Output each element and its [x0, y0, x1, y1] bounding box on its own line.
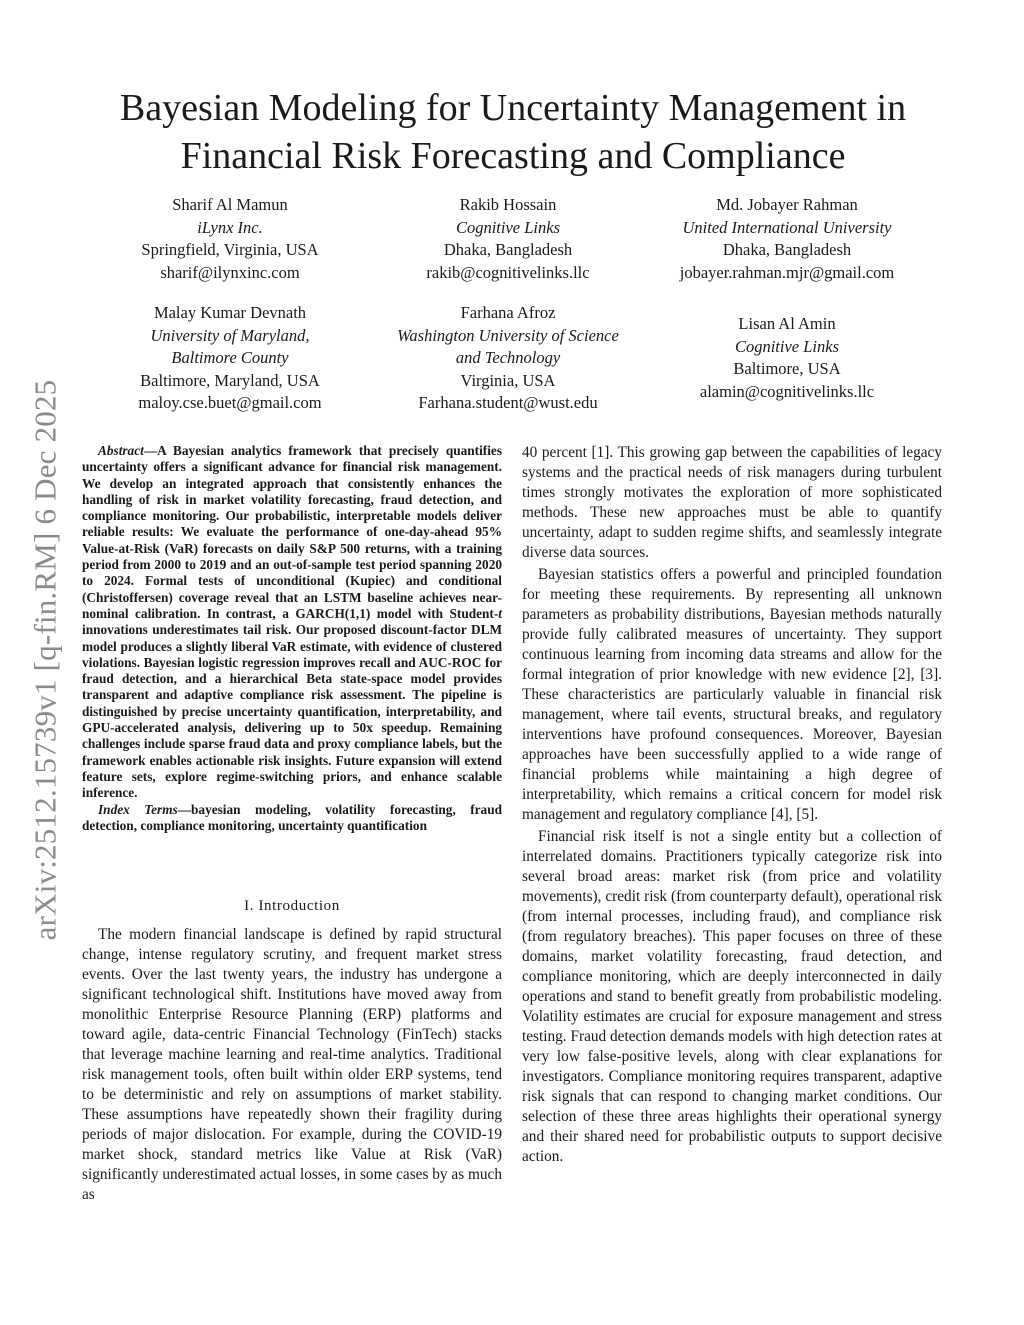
author-block: [378, 194, 638, 284]
author-location: Baltimore, USA: [733, 359, 841, 378]
author-affiliation: Washington University of Science: [397, 325, 619, 345]
author-name: Rakib Hossain: [459, 195, 557, 214]
author-name: Lisan Al Amin: [738, 314, 836, 333]
author-block: [100, 302, 360, 415]
intro-paragraph: Financial risk itself is not a single entity but a collection of interrelated domains. Practitioners typically categorize risk into several broad areas: market risk (from price and volatility movements), credit risk (from counterparty default), operational risk (from internal processes, including fraud), and compliance risk (from regulatory breaches). This paper focuses on three of these domains, market volatility forecasting, fraud detection, and compliance monitoring, which are deeply interconnected in daily operations and stand to benefit greatly from probabilistic modeling. Volatility estimates are crucial for exposure management and stress testing. Fraud detection demands models with high detection rates at very low false-positive levels, along with clear explanations for investigators. Compliance monitoring requires transparent, adaptive risk signals that can respond to changing market conditions. Our selection of these three areas highlights their operational synergy and their shared need for probabilistic outputs to support decisive action.: [522, 828, 942, 1165]
intro-paragraph: The modern financial landscape is defined by rapid structural change, intense regulatory scrutiny, and frequent market stress events. Over the last twenty years, the industry has undergone a significant technological shift. Institutions have moved away from monolithic Enterprise Resource Planning (ERP) platforms and toward agile, data-centric Financial Technology (FinTech) stacks that leverage machine learning and real-time analytics. Traditional risk management tools, often built within older ERP systems, tend to be deterministic and rely on assumptions of market stability. These assumptions have repeatedly shown their fragility during periods of major dislocation. For example, during the COVID-19 market shock, standard metrics like Value at Risk (VaR) significantly underestimated actual losses, in some cases by as much as: [82, 926, 502, 1203]
intro-paragraph: Bayesian statistics offers a powerful and principled foundation for meeting these requirements. By representing all unknown parameters as probability distributions, Bayesian methods naturally provide fully calibrated measures of uncertainty. They support continuous learning from incoming data streams and allow for the formal integration of prior knowledge with new evidence [2], [3]. These characteristics are particularly valuable in financial risk management, where tail events, structural breaks, and regulatory interventions have profound consequences. Moreover, Bayesian approaches have been successfully applied to a wide range of financial problems while maintaining a high degree of interpretability, which remains a critical concern for model risk management and regulatory compliance [4], [5].: [522, 566, 942, 823]
author-block: [652, 313, 922, 403]
author-email: Farhana.student@wust.edu: [418, 393, 598, 412]
author-email: jobayer.rahman.mjr@gmail.com: [679, 262, 895, 282]
author-affiliation: Cognitive Links: [455, 217, 561, 237]
author-block: [370, 302, 646, 415]
abstract: [82, 443, 502, 834]
paper-title: [80, 84, 946, 180]
author-affiliation: United International University: [682, 217, 892, 237]
abstract-paragraph: [82, 443, 502, 802]
author-affiliation: iLynx Inc.: [197, 217, 263, 237]
author-email: rakib@cognitivelinks.llc: [426, 262, 590, 282]
section-heading-introduction: I. Introduction: [244, 898, 340, 914]
arxiv-sidebar: [28, 335, 62, 985]
author-block: [652, 194, 922, 284]
author-email: alamin@cognitivelinks.llc: [699, 381, 875, 401]
abstract-text: —A Bayesian analytics framework that precisely quantifies uncertainty offers a significant advance for financial risk management. We develop an integrated approach that consistently enhances the handling of risk in market volatility forecasting, fraud detection, and compliance monitoring. Our probabilistic, interpretable models deliver reliable results: We evaluate the performance of one-day-ahead 95% Value-at-Risk (VaR) forecasts on daily S&P 500 returns, with a training period from 2000 to 2019 and an out-of-sample test period spanning 2020 to 2024. Formal tests of unconditional (Kupiec) and conditional (Christoffersen) coverage reveal that an LSTM baseline achieves near-nominal calibration. In contrast, a GARCH(1,1) model with Student-: [82, 443, 502, 621]
author-name: Md. Jobayer Rahman: [716, 195, 858, 214]
author-location: Dhaka, Bangladesh: [443, 240, 573, 259]
author-location: Dhaka, Bangladesh: [722, 240, 852, 259]
author-affiliation: Cognitive Links: [734, 336, 840, 356]
index-terms-text: —bayesian modeling, volatility forecasting, fraud detection, compliance monitoring, uncertainty quantification: [82, 801, 502, 833]
author-location: Springfield, Virginia, USA: [141, 240, 319, 259]
abstract-label: Abstract: [98, 443, 144, 458]
arxiv-identifier: arXiv:2512.15739v1 [q-fin.RM] 6 Dec 2025: [27, 379, 62, 941]
abstract-text-cont: innovations underestimates tail risk. Our proposed discount-factor DLM model produces a slightly liberal VaR estimate, with evidence of clustered violations. Bayesian logistic regression improves recall and AUC-ROC for fraud detection, and a hierarchical Beta state-space model provides transparent and adaptive compliance risk assessment. The pipeline is distinguished by precise uncertainty quantification, interpretability, and GPU-accelerated analysis, delivering up to 50x speedup. Remaining challenges include sparse fraud data and proxy compliance labels, but the framework enables actionable risk insights. Future expansion will extend feature sets, explore regime-switching priors, and enhance scalable inference.: [82, 622, 502, 801]
intro-paragraph-continued: 40 percent [1]. This growing gap between the capabilities of legacy systems and the practical needs of risk managers during turbulent times strongly motivates the exploration of more sophisticated methods. These new approaches must be able to quantify uncertainty, adapt to sudden regime shifts, and seamlessly integrate diverse data sources.: [522, 444, 942, 561]
author-affiliation: University of Maryland,: [150, 325, 310, 345]
author-email: sharif@ilynxinc.com: [160, 262, 300, 282]
title-line-2: Financial Risk Forecasting and Compliance: [180, 135, 846, 177]
author-name: Malay Kumar Devnath: [153, 303, 307, 322]
author-location: Virginia, USA: [460, 370, 556, 390]
index-terms: [82, 802, 502, 835]
index-terms-label: Index Terms: [98, 801, 178, 817]
abstract-t-symbol: t: [498, 605, 502, 621]
author-affiliation-cont: and Technology: [455, 348, 561, 367]
title-line-1: Bayesian Modeling for Uncertainty Management in: [119, 87, 907, 129]
right-column: [522, 443, 942, 1167]
author-block: [100, 194, 360, 284]
author-email: maloy.cse.buet@gmail.com: [138, 393, 322, 412]
author-location: Baltimore, Maryland, USA: [140, 370, 320, 390]
author-name: Farhana Afroz: [460, 303, 556, 322]
author-name: Sharif Al Mamun: [172, 195, 288, 214]
author-affiliation-cont: Baltimore County: [171, 348, 289, 367]
intro-left-column: [82, 925, 502, 1205]
